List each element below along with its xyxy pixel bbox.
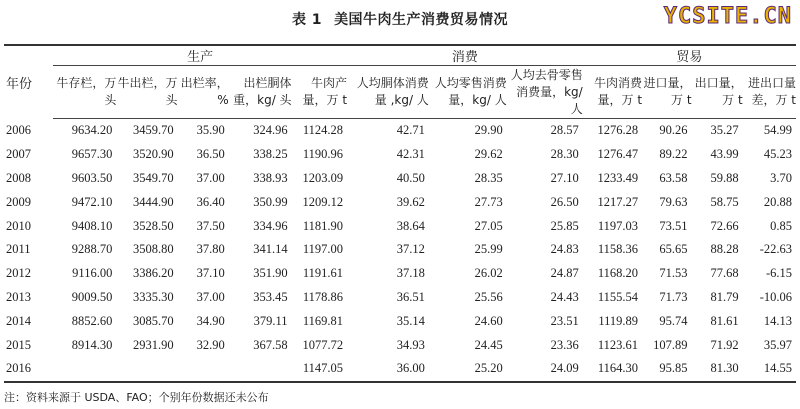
value-cell: 81.79 [710, 289, 739, 304]
value-cell: 73.51 [659, 218, 688, 233]
value-cell: 1276.28 [597, 123, 639, 138]
value-cell: 1276.47 [597, 147, 639, 162]
value-cell: 95.85 [642, 357, 691, 382]
col-stock: 牛存栏，万头 [53, 66, 116, 119]
table-caption: 美国牛肉生产消费贸易情况 [334, 12, 509, 28]
table-body [4, 119, 796, 382]
value-cell: 23.36 [550, 337, 579, 352]
value-cell: 351.90 [253, 266, 288, 281]
value-cell: 14.13 [763, 313, 792, 328]
value-cell: 25.56 [474, 289, 503, 304]
value-cell: 338.93 [253, 170, 288, 185]
value-cell: 1181.90 [302, 218, 344, 233]
table-row [4, 214, 796, 238]
value-cell: 72.66 [710, 218, 739, 233]
value-cell: 24.60 [474, 313, 503, 328]
value-cell: 37.00 [196, 289, 225, 304]
col-beef-consumption: 牛肉消费量，万 t [583, 66, 642, 119]
value-cell: 45.23 [763, 147, 792, 162]
value-cell [178, 357, 229, 382]
value-cell: 24.87 [550, 266, 579, 281]
value-cell: 338.25 [253, 147, 288, 162]
value-cell: 8852.60 [71, 313, 113, 328]
value-cell: 89.22 [659, 147, 688, 162]
value-cell: 71.92 [710, 337, 739, 352]
col-exports: 出口量，万 t [692, 66, 743, 119]
year-cell: 2012 [6, 266, 31, 281]
value-cell: 42.31 [396, 147, 425, 162]
table-row [4, 143, 796, 167]
value-cell: 25.85 [550, 218, 579, 233]
value-cell: 36.00 [347, 357, 429, 382]
value-cell: 8914.30 [71, 337, 113, 352]
value-cell: 81.61 [710, 313, 739, 328]
value-cell: 43.99 [710, 147, 739, 162]
value-cell: -10.06 [759, 289, 792, 304]
value-cell: 38.64 [396, 218, 425, 233]
col-pc-boneless: 人均去骨零售消费量，kg/ 人 [507, 66, 583, 119]
value-cell: 88.28 [710, 242, 739, 257]
value-cell: 23.51 [550, 313, 579, 328]
col-slaughter: 牛出栏，万头 [116, 66, 177, 119]
group-production: 生产 [53, 45, 347, 66]
value-cell [116, 357, 177, 382]
value-cell: 37.50 [196, 218, 225, 233]
value-cell: 28.30 [550, 147, 579, 162]
value-cell: 9116.00 [72, 266, 113, 281]
value-cell: 35.14 [396, 313, 425, 328]
value-cell: 26.02 [474, 266, 503, 281]
value-cell: 9408.10 [71, 218, 113, 233]
value-cell: 3444.90 [132, 194, 174, 209]
table-row [4, 167, 796, 191]
value-cell: 37.18 [396, 266, 425, 281]
table-row [4, 309, 796, 333]
year-cell: 2013 [6, 289, 31, 304]
value-cell: 3085.70 [132, 313, 174, 328]
col-net-trade: 进出口量差，万 t [743, 66, 796, 119]
value-cell: 1217.27 [597, 194, 639, 209]
value-cell: 39.62 [396, 194, 425, 209]
value-cell: 36.51 [396, 289, 425, 304]
value-cell: 34.90 [196, 313, 225, 328]
value-cell: 3459.70 [132, 123, 174, 138]
value-cell: 63.58 [659, 170, 688, 185]
value-cell: 28.57 [550, 123, 579, 138]
value-cell: 27.73 [474, 194, 503, 209]
value-cell: 29.62 [474, 147, 503, 162]
value-cell: 9288.70 [71, 242, 113, 257]
table-row [4, 262, 796, 286]
value-cell: 107.89 [653, 337, 688, 352]
year-cell: 2010 [6, 218, 31, 233]
value-cell: 58.75 [710, 194, 739, 209]
col-pc-retail: 人均零售消费量，kg/ 人 [429, 66, 507, 119]
col-beef-output: 牛肉产量，万 t [292, 66, 348, 119]
value-cell: 35.90 [196, 123, 225, 138]
table-row [4, 190, 796, 214]
value-cell: 1147.05 [292, 357, 348, 382]
value-cell: 353.45 [253, 289, 288, 304]
site-watermark: YCSITE.CN [663, 4, 792, 29]
table-row [4, 333, 796, 357]
value-cell: 37.10 [196, 266, 225, 281]
value-cell: 334.96 [253, 218, 288, 233]
group-header-row [4, 45, 796, 66]
value-cell: 1168.20 [597, 266, 639, 281]
year-cell: 2006 [6, 123, 31, 138]
value-cell: 79.63 [659, 194, 688, 209]
year-cell: 2011 [6, 242, 31, 257]
year-cell: 2007 [6, 147, 31, 162]
value-cell: 24.43 [550, 289, 579, 304]
value-cell: 37.00 [196, 170, 225, 185]
value-cell: 1197.00 [302, 242, 344, 257]
value-cell: 367.58 [253, 337, 288, 352]
value-cell: 81.30 [692, 357, 743, 382]
year-cell: 2014 [6, 313, 31, 328]
value-cell: 1209.12 [302, 194, 344, 209]
value-cell: 0.85 [770, 218, 792, 233]
value-cell: 35.27 [710, 123, 739, 138]
value-cell: 24.45 [474, 337, 503, 352]
value-cell: 54.99 [763, 123, 792, 138]
year-cell: 2016 [4, 357, 53, 382]
value-cell: -22.63 [759, 242, 792, 257]
value-cell: 1190.96 [302, 147, 344, 162]
value-cell: 3549.70 [132, 170, 174, 185]
value-cell: 1124.28 [302, 123, 344, 138]
value-cell: 24.09 [507, 357, 583, 382]
value-cell: 26.50 [550, 194, 579, 209]
year-cell: 2009 [6, 194, 31, 209]
value-cell: 65.65 [659, 242, 688, 257]
value-cell: 59.88 [710, 170, 739, 185]
value-cell: 1123.61 [597, 337, 639, 352]
value-cell: 1077.72 [302, 337, 344, 352]
value-cell [229, 357, 292, 382]
value-cell: 1164.30 [583, 357, 642, 382]
value-cell: 14.55 [743, 357, 796, 382]
value-cell: 1158.36 [597, 242, 639, 257]
source-note: 注：资料来源于 USDA、FAO；个别年份数据还未公布 [4, 391, 269, 404]
value-cell: 95.74 [659, 313, 688, 328]
value-cell: 37.12 [396, 242, 425, 257]
value-cell: 1169.81 [302, 313, 344, 328]
value-cell: 32.90 [196, 337, 225, 352]
table-row [4, 119, 796, 143]
value-cell: 3528.50 [132, 218, 174, 233]
value-cell: 24.83 [550, 242, 579, 257]
value-cell: 36.40 [196, 194, 225, 209]
value-cell: 35.97 [763, 337, 792, 352]
value-cell: 9472.10 [71, 194, 113, 209]
value-cell: 1119.89 [598, 313, 639, 328]
value-cell: 71.73 [659, 289, 688, 304]
group-consumption: 消费 [347, 45, 583, 66]
value-cell: 37.80 [196, 242, 225, 257]
value-cell: 36.50 [196, 147, 225, 162]
value-cell: 9603.50 [71, 170, 113, 185]
value-cell: 25.99 [474, 242, 503, 257]
table-number: 表 1 [291, 12, 323, 28]
value-cell: 20.88 [763, 194, 792, 209]
value-cell: 1203.09 [302, 170, 344, 185]
value-cell: 27.05 [474, 218, 503, 233]
value-cell: 341.14 [253, 242, 288, 257]
value-cell: 1191.61 [302, 266, 344, 281]
value-cell: 350.99 [253, 194, 288, 209]
table-row [4, 286, 796, 310]
table-row [4, 238, 796, 262]
table-row [4, 357, 796, 382]
value-cell: 28.35 [474, 170, 503, 185]
value-cell: 9009.50 [71, 289, 113, 304]
value-cell: 40.50 [396, 170, 425, 185]
value-cell: 1197.03 [597, 218, 639, 233]
value-cell: 9634.20 [71, 123, 113, 138]
value-cell: 25.20 [429, 357, 507, 382]
value-cell: 324.96 [253, 123, 288, 138]
col-carcass-weight: 出栏胴体重，kg/ 头 [229, 66, 292, 119]
year-cell: 2008 [6, 170, 31, 185]
value-cell [53, 357, 116, 382]
value-cell: 29.90 [474, 123, 503, 138]
value-cell: 34.93 [396, 337, 425, 352]
value-cell: -6.15 [765, 266, 792, 281]
col-imports: 进口量，万 t [642, 66, 691, 119]
value-cell: 3.70 [770, 170, 792, 185]
col-pc-carcass: 人均胴体消费量 ,kg/ 人 [347, 66, 429, 119]
year-cell: 2015 [6, 337, 31, 352]
value-cell: 1178.86 [302, 289, 344, 304]
value-cell: 3508.80 [132, 242, 174, 257]
value-cell: 71.53 [659, 266, 688, 281]
value-cell: 90.26 [659, 123, 688, 138]
value-cell: 379.11 [253, 313, 288, 328]
col-year: 年份 [4, 45, 53, 119]
value-cell: 3520.90 [132, 147, 174, 162]
value-cell: 1233.49 [597, 170, 639, 185]
value-cell: 9657.30 [71, 147, 113, 162]
value-cell: 3335.30 [132, 289, 174, 304]
value-cell: 42.71 [396, 123, 425, 138]
value-cell: 77.68 [710, 266, 739, 281]
group-trade: 贸易 [583, 45, 796, 66]
column-header-row [4, 66, 796, 119]
value-cell: 3386.20 [132, 266, 174, 281]
value-cell: 2931.90 [132, 337, 174, 352]
beef-data-table [4, 44, 796, 383]
col-slaughter-rate: 出栏率，% [178, 66, 229, 119]
value-cell: 1155.54 [597, 289, 639, 304]
value-cell: 27.10 [550, 170, 579, 185]
